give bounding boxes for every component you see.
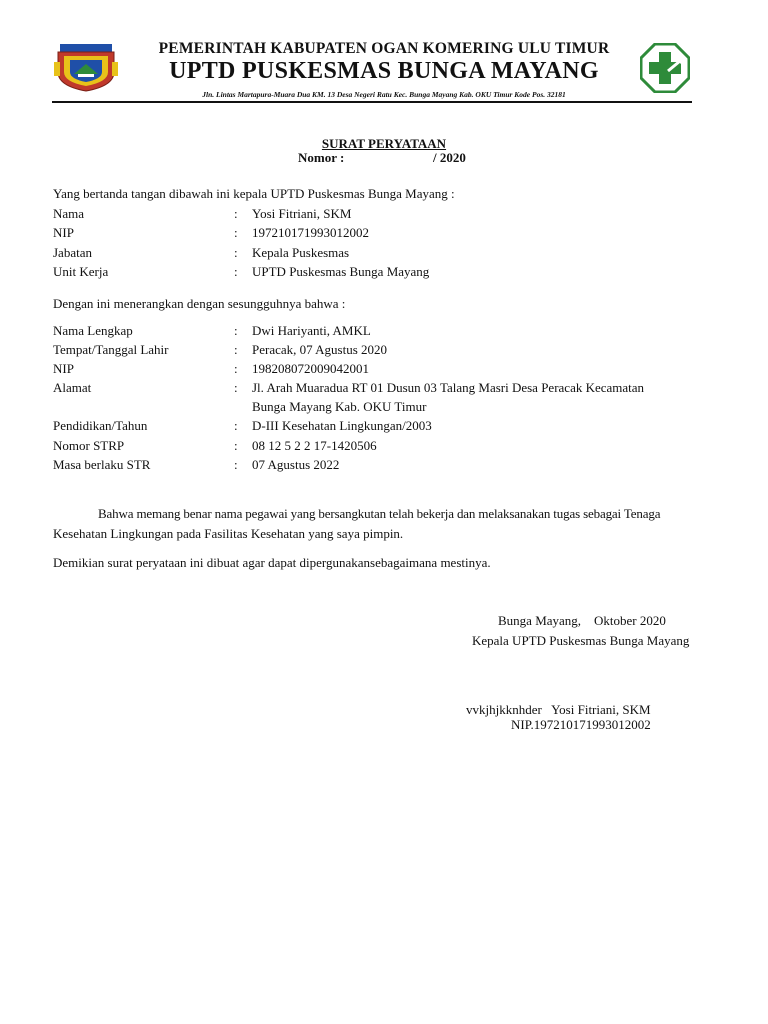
institution-name: UPTD PUSKESMAS BUNGA MAYANG — [169, 58, 599, 84]
signer-value: Kepala Puskesmas — [252, 245, 350, 260]
signer-label: Unit Kerja — [53, 264, 109, 279]
employee-colon: : — [234, 438, 238, 453]
nomor-label: Nomor : — [298, 150, 345, 165]
closing-text: Demikian surat peryataan ini dibuat agar dapat dipergunakansebagaimana mestinya. — [53, 555, 491, 570]
employee-value: 198208072009042001 — [252, 361, 369, 376]
signer-label: Nama — [53, 206, 85, 221]
statement-intro: Dengan ini menerangkan dengan sesungguhnya bahwa : — [53, 296, 346, 311]
signer-value: Yosi Fitriani, SKM — [252, 206, 352, 221]
employee-label: Masa berlaku STR — [53, 457, 151, 472]
employee-label: Nama Lengkap — [53, 323, 133, 338]
employee-label: NIP — [53, 361, 74, 376]
employee-label: Pendidikan/Tahun — [53, 418, 148, 433]
employee-value-continued: Bunga Mayang Kab. OKU Timur — [252, 399, 427, 414]
employee-colon: : — [234, 323, 238, 338]
employee-value: Jl. Arah Muaradua RT 01 Dusun 03 Talang Masri Desa Peracak Kecamatan — [252, 380, 645, 395]
signature-nip: NIP.197210171993012002 — [511, 717, 651, 732]
signer-colon: : — [234, 206, 238, 221]
signer-label: NIP — [53, 225, 74, 240]
intro-text: Yang bertanda tangan dibawah ini kepala UPTD Puskesmas Bunga Mayang : — [53, 186, 455, 201]
signature-position: Kepala UPTD Puskesmas Bunga Mayang — [472, 633, 690, 648]
employee-value: 07 Agustus 2022 — [252, 457, 340, 472]
government-name: PEMERINTAH KABUPATEN OGAN KOMERING ULU TIMUR — [158, 40, 610, 57]
employee-colon: : — [234, 457, 238, 472]
body-paragraph-line1: Bahwa memang benar nama pegawai yang bersangkutan telah bekerja dan melaksanakan tugas sebagai Tenaga — [98, 506, 661, 521]
institution-address: Jln. Lintas Martapura-Muara Dua KM. 13 Desa Negeri Ratu Kec. Bunga Mayang Kab. OKU Timur Kode Pos. 32181 — [202, 90, 566, 99]
signer-colon: : — [234, 225, 238, 240]
signer-value: UPTD Puskesmas Bunga Mayang — [252, 264, 430, 279]
employee-value: 08 12 5 2 2 17-1420506 — [252, 438, 377, 453]
employee-label: Alamat — [53, 380, 92, 395]
signature-name: vvkjhjkknhder Yosi Fitriani, SKM — [466, 702, 651, 717]
signer-colon: : — [234, 264, 238, 279]
employee-colon: : — [234, 380, 238, 395]
employee-label: Tempat/Tanggal Lahir — [53, 342, 169, 357]
employee-value: D-III Kesehatan Lingkungan/2003 — [252, 418, 432, 433]
employee-colon: : — [234, 342, 238, 357]
signer-colon: : — [234, 245, 238, 260]
employee-value: Peracak, 07 Agustus 2020 — [252, 342, 388, 357]
document-title: SURAT PERYATAAN — [321, 136, 447, 151]
employee-colon: : — [234, 418, 238, 433]
signer-value: 197210171993012002 — [252, 225, 369, 240]
body-paragraph-line2: Kesehatan Lingkungan pada Fasilitas Kesehatan yang saya pimpin. — [53, 526, 404, 541]
signer-label: Jabatan — [53, 245, 92, 260]
signature-place-date: Bunga Mayang, Oktober 2020 — [498, 613, 666, 628]
employee-colon: : — [234, 361, 238, 376]
nomor-value: / 2020 — [433, 150, 466, 165]
employee-value: Dwi Hariyanti, AMKL — [252, 323, 371, 338]
header-divider — [52, 101, 692, 103]
employee-label: Nomor STRP — [53, 438, 125, 453]
